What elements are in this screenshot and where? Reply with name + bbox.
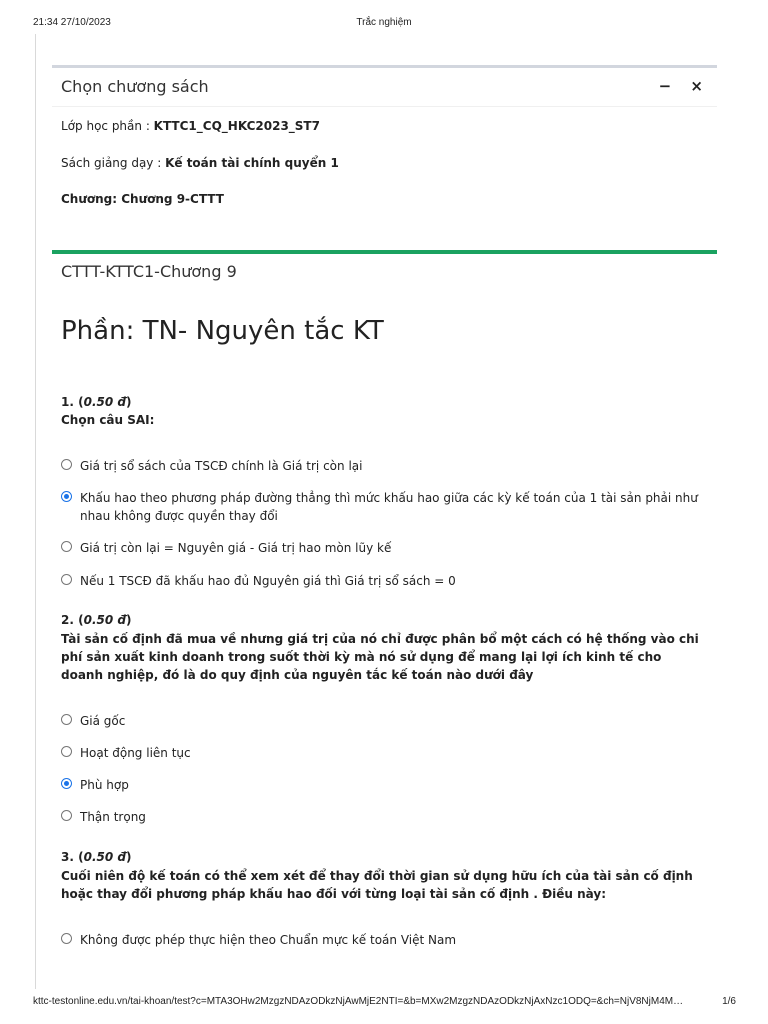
radio-button-checked[interactable] — [61, 491, 72, 502]
question-2-number: 2. (0.50 đ) — [61, 613, 132, 627]
question-1-number: 1. (0.50 đ) — [61, 395, 132, 409]
question-1-text: Chọn câu SAI: — [61, 413, 155, 427]
question-3-option-a[interactable] — [61, 931, 701, 949]
print-footer — [0, 996, 768, 1010]
radio-button[interactable] — [61, 574, 72, 585]
close-icon[interactable]: × — [690, 77, 703, 95]
test-title: CTTT-KTTC1-Chương 9 — [61, 262, 237, 281]
radio-button[interactable] — [61, 746, 72, 757]
option-label: Nếu 1 TSCĐ đã khấu hao đủ Nguyên giá thì Giá trị sổ sách = 0 — [80, 574, 456, 588]
left-rule — [35, 34, 36, 989]
book-label: Sách giảng dạy : — [61, 156, 166, 170]
radio-button[interactable] — [61, 714, 72, 725]
option-label: Không được phép thực hiện theo Chuẩn mực kế toán Việt Nam — [80, 933, 457, 947]
question-1-option-a[interactable] — [61, 457, 701, 475]
question-3-number: 3. (0.50 đ) — [61, 850, 132, 864]
question-2-option-b[interactable] — [61, 744, 701, 762]
option-label: Giá trị còn lại = Nguyên giá - Giá trị hao mòn lũy kế — [80, 541, 392, 555]
radio-button[interactable] — [61, 933, 72, 944]
panel-tools — [645, 77, 703, 95]
question-1-option-b[interactable] — [61, 489, 701, 525]
chapter-line — [61, 192, 224, 206]
book-value: Kế toán tài chính quyển 1 — [165, 156, 339, 170]
question-3-points: 0.50 đ — [83, 850, 126, 864]
option-label: Khấu hao theo phương pháp đường thẳng thì mức khấu hao giữa các kỳ kế toán của 1 tài sản phải như nhau không được quyền thay đổi — [80, 491, 698, 523]
option-label: Phù hợp — [80, 778, 129, 792]
option-label: Giá gốc — [80, 714, 126, 728]
radio-button[interactable] — [61, 810, 72, 821]
question-2-text: Tài sản cố định đã mua về nhưng giá trị của nó chỉ được phân bổ một cách có hệ thống vào chi phí sản xuất kinh doanh trong suốt thời kỳ mà nó sử dụng để mang lại lợi ích kinh tế cho doanh nghiệp, đó là do quy định của nguyên tắc kế toán nào dưới đây — [61, 632, 699, 682]
radio-button[interactable] — [61, 459, 72, 470]
option-label: Giá trị sổ sách của TSCĐ chính là Giá trị còn lại — [80, 459, 363, 473]
panel-title: Chọn chương sách — [61, 77, 209, 96]
print-title: Trắc nghiệm — [356, 17, 412, 28]
question-2-option-a[interactable] — [61, 712, 701, 730]
class-value: KTTC1_CQ_HKC2023_ST7 — [153, 119, 320, 133]
question-2-option-c[interactable] — [61, 776, 701, 794]
print-url: kttc-testonline.edu.vn/tai-khoan/test?c=MTA3OHw2MzgzNDAzODkzNjAwMjE2NTI=&b=MXw2MzgzNDAzODkzNjAxNzc1ODQ=&ch=NjV8NjM4M… — [33, 996, 684, 1007]
panel-header — [52, 68, 717, 107]
question-1-points: 0.50 đ — [83, 395, 126, 409]
minimize-icon[interactable]: − — [658, 77, 672, 95]
class-line — [61, 119, 320, 133]
question-1-option-d[interactable] — [61, 572, 701, 590]
question-3-text: Cuối niên độ kế toán có thể xem xét để thay đổi thời gian sử dụng hữu ích của tài sản cố định hoặc thay đổi phương pháp khấu hao đối với từng loại tài sản cố định . Điều này: — [61, 869, 693, 901]
option-label: Hoạt động liên tục — [80, 746, 191, 760]
print-timestamp: 21:34 27/10/2023 — [33, 17, 111, 28]
select-chapter-panel — [52, 65, 717, 228]
question-2-points: 0.50 đ — [83, 613, 126, 627]
chapter-value: Chương: Chương 9-CTTT — [61, 192, 224, 206]
radio-button-checked[interactable] — [61, 778, 72, 789]
radio-button[interactable] — [61, 541, 72, 552]
print-header — [0, 17, 768, 31]
book-line — [61, 156, 339, 170]
question-2-option-d[interactable] — [61, 808, 701, 826]
question-1-option-c[interactable] — [61, 539, 701, 557]
class-label: Lớp học phần : — [61, 119, 154, 133]
section-heading: Phần: TN- Nguyên tắc KT — [61, 316, 384, 346]
option-label: Thận trọng — [80, 810, 146, 824]
page-number: 1/6 — [722, 996, 736, 1007]
